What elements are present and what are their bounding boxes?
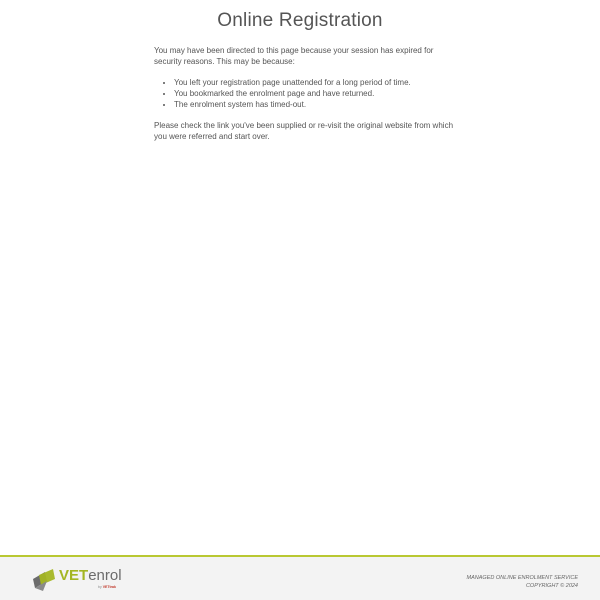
logo-byline-by: by bbox=[98, 585, 102, 589]
session-expired-message bbox=[154, 45, 454, 152]
intro-paragraph: You may have been directed to this page because your session has expired for security reasons. This may be because: bbox=[154, 46, 434, 66]
reason-item: • The enrolment system has timed-out. bbox=[174, 99, 454, 110]
logo-mark-icon bbox=[31, 567, 57, 593]
reason-item: • You left your registration page unattended for a long period of time. bbox=[174, 77, 454, 88]
logo-wordmark bbox=[59, 568, 122, 584]
page-title: Online Registration bbox=[217, 10, 383, 31]
reason-list bbox=[174, 77, 454, 110]
footer bbox=[0, 555, 600, 600]
service-line: MANAGED ONLINE ENROLMENT SERVICE bbox=[466, 575, 578, 581]
logo-enrol-text: enrol bbox=[88, 567, 122, 584]
copyright-line: COPYRIGHT © 2024 bbox=[525, 583, 578, 589]
footer-legal bbox=[467, 574, 578, 590]
logo-vet-text: VET bbox=[59, 567, 89, 584]
outro-paragraph: Please check the link you've been supplied or re-visit the original website from which you were referred and start over. bbox=[154, 121, 454, 141]
logo-byline-brand: VETtrak bbox=[102, 585, 116, 589]
reason-item: • You bookmarked the enrolment page and have returned. bbox=[174, 88, 454, 99]
vetenrol-logo bbox=[31, 567, 131, 593]
logo-byline bbox=[98, 585, 116, 589]
